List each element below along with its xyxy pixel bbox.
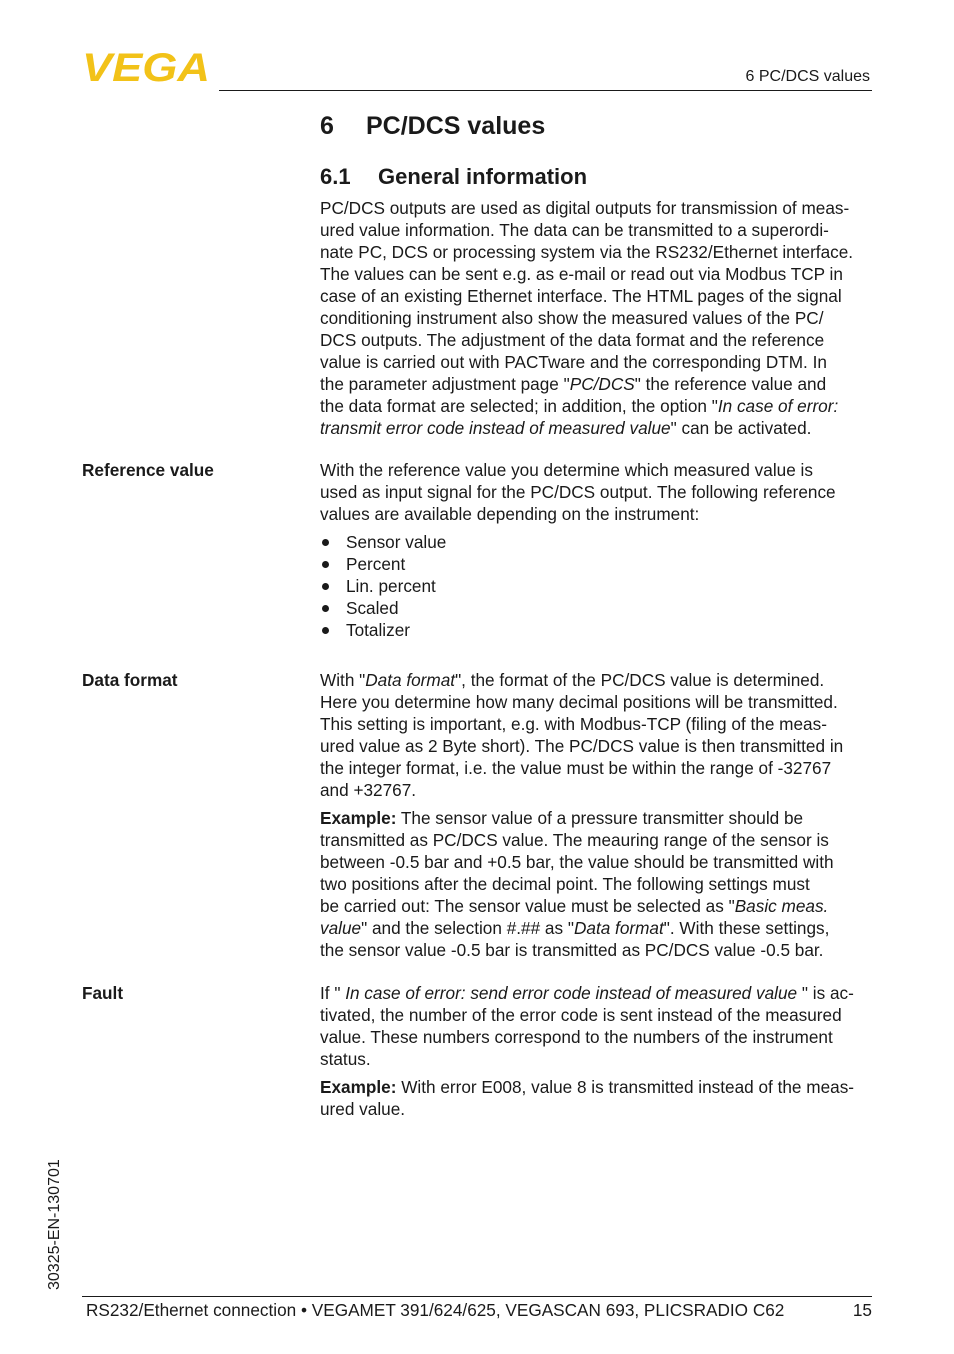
example-line: between -0.5 bar and +0.5 bar, the value should be transmitted with: [320, 852, 834, 872]
text: " and the selection #.## as ": [361, 918, 574, 938]
text: be carried out: The sensor value must be selected as ": [320, 896, 735, 916]
example-line: the sensor value -0.5 bar is transmitted as PC/DCS value -0.5 bar.: [320, 940, 824, 960]
option-name: transmit error code instead of measured value: [320, 418, 671, 438]
reference-value-list: [320, 531, 446, 641]
text: ", the format of the PC/DCS value is determined.: [455, 670, 825, 690]
option-name: In case of error:: [717, 396, 839, 416]
text: " can be activated.: [670, 418, 812, 438]
intro-line: value is carried out with PACTware and the corresponding DTM. In: [320, 352, 827, 372]
intro-paragraph: [320, 197, 880, 439]
list-item: Lin. percent: [320, 575, 446, 597]
section-title: General information: [378, 164, 588, 189]
intro-line: DCS outputs. The adjustment of the data format and the reference: [320, 330, 825, 350]
data-format-line: This setting is important, e.g. with Modbus-TCP (filing of the meas-: [320, 714, 827, 734]
running-header: 6 PC/DCS values: [745, 68, 870, 85]
text: " is ac-: [797, 983, 854, 1003]
text: With error E008, value 8 is transmitted instead of the meas-: [396, 1077, 855, 1097]
example-line: [320, 807, 880, 829]
data-format-example: [320, 807, 880, 961]
footer-rule: [82, 1296, 872, 1297]
example-line: two positions after the decimal point. The following settings must: [320, 874, 810, 894]
intro-line: [320, 417, 880, 439]
chapter-number: 6: [320, 112, 334, 140]
example-line: [320, 895, 880, 917]
text: " the reference value and: [634, 374, 827, 394]
fault-line: status.: [320, 1049, 371, 1069]
reference-line: used as input signal for the PC/DCS output. The following reference: [320, 482, 836, 502]
text: If ": [320, 983, 346, 1003]
fault-paragraph: [320, 982, 880, 1070]
intro-line: conditioning instrument also show the measured values of the PC/: [320, 308, 824, 328]
param-name: value: [320, 918, 362, 938]
page-number: 15: [852, 1300, 872, 1320]
header-rule: [219, 90, 872, 91]
chapter-heading: [320, 112, 545, 141]
fault-label: Fault: [82, 983, 124, 1003]
fault-example: [320, 1076, 880, 1120]
document-id: 30325-EN-130701: [46, 1159, 63, 1290]
example-line: [320, 917, 880, 939]
param-name: Basic meas.: [734, 896, 829, 916]
text: With ": [320, 670, 366, 690]
data-format-paragraph: [320, 669, 880, 801]
section-number: 6.1: [320, 164, 351, 189]
data-format-line: Here you determine how many decimal positions will be transmitted.: [320, 692, 838, 712]
vega-logo: [82, 50, 212, 84]
text: The sensor value of a pressure transmitter should be: [396, 808, 804, 828]
option-name: In case of error: send error code instead of measured value: [345, 983, 798, 1003]
intro-line: nate PC, DCS or processing system via the RS232/Ethernet interface.: [320, 242, 854, 262]
intro-line: [320, 395, 880, 417]
list-item: Scaled: [320, 597, 446, 619]
intro-line: ured value information. The data can be transmitted to a superordi-: [320, 220, 829, 240]
list-item: Totalizer: [320, 619, 446, 641]
fault-line: tivated, the number of the error code is sent instead of the measured: [320, 1005, 842, 1025]
example-line: ured value.: [320, 1099, 406, 1119]
footer-text: RS232/Ethernet connection • VEGAMET 391/624/625, VEGASCAN 693, PLICSRADIO C62: [86, 1300, 785, 1320]
intro-line: PC/DCS outputs are used as digital outputs for transmission of meas-: [320, 198, 850, 218]
data-format-line: and +32767.: [320, 780, 417, 800]
example-line: transmitted as PC/DCS value. The meauring range of the sensor is: [320, 830, 829, 850]
fault-line: value. These numbers correspond to the numbers of the instrument: [320, 1027, 833, 1047]
data-format-line: ured value as 2 Byte short). The PC/DCS value is then transmitted in: [320, 736, 844, 756]
example-label: Example:: [320, 1077, 397, 1097]
param-name: Data format: [365, 670, 456, 690]
text: ". With these settings,: [663, 918, 830, 938]
param-name: Data format: [573, 918, 664, 938]
example-label: Example:: [320, 808, 397, 828]
intro-line: case of an existing Ethernet interface. The HTML pages of the signal: [320, 286, 842, 306]
list-item: Percent: [320, 553, 446, 575]
reference-paragraph: [320, 459, 880, 525]
example-line: [320, 1076, 880, 1098]
text: the parameter adjustment page ": [320, 374, 570, 394]
list-item: Sensor value: [320, 531, 446, 553]
reference-line: With the reference value you determine which measured value is: [320, 460, 813, 480]
data-format-label: Data format: [82, 670, 178, 690]
reference-value-label: Reference value: [82, 460, 214, 480]
intro-line: The values can be sent e.g. as e-mail or read out via Modbus TCP in: [320, 264, 843, 284]
chapter-title: PC/DCS values: [366, 112, 546, 140]
text: the data format are selected; in addition, the option ": [320, 396, 718, 416]
fault-line: [320, 982, 880, 1004]
param-page-name: PC/DCS: [569, 374, 635, 394]
logo-text: VEGA: [82, 50, 210, 84]
reference-line: values are available depending on the instrument:: [320, 504, 700, 524]
section-heading: [320, 164, 587, 190]
intro-line: [320, 373, 880, 395]
data-format-line: the integer format, i.e. the value must be within the range of -32767: [320, 758, 832, 778]
data-format-line: [320, 669, 880, 691]
